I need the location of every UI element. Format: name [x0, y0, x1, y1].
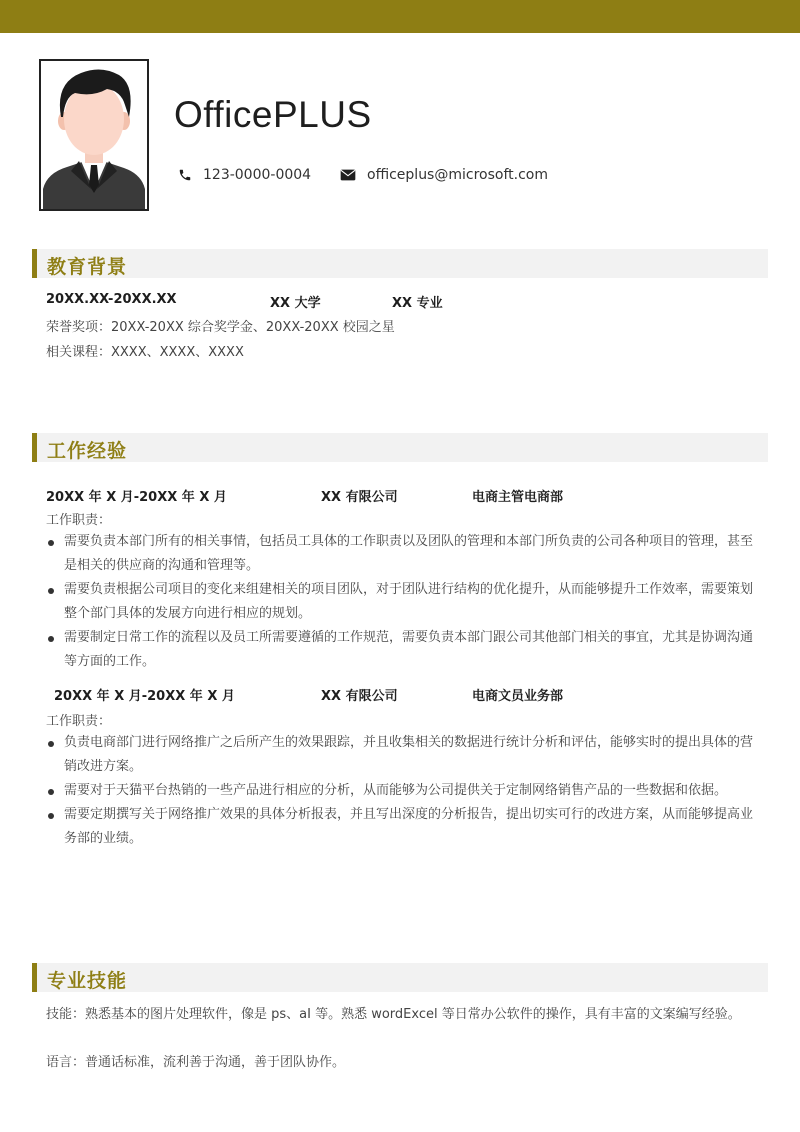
mail-icon — [340, 169, 356, 181]
job-2-position: 电商文员业务部 — [472, 689, 564, 704]
avatar-photo — [39, 59, 149, 211]
phone-contact — [178, 165, 311, 185]
phone-icon — [178, 168, 192, 182]
job-2-duties-list — [46, 731, 762, 851]
phone-number: 123-0000-0004 — [203, 167, 312, 183]
education-honors: 荣誉奖项：20XX-20XX 综合奖学金、20XX-20XX 校园之星 — [46, 320, 395, 335]
job-1-date: 20XX 年 X 月-20XX 年 X 月 — [46, 490, 227, 505]
job-1-company: XX 有限公司 — [321, 490, 398, 505]
skills-section-title: 专业技能 — [47, 970, 128, 992]
list-item: 需要负责根据公司项目的变化来组建相关的项目团队，对于团队进行结构的优化提升，从而能够提升工作效率，需要策划整个部门具体的发展方向进行相应的规划。 — [46, 578, 762, 626]
skills-text: 技能：熟悉基本的图片处理软件，像是 ps、aI 等。熟悉 wordExcel 等日常办公软件的操作，具有丰富的文案编写经验。 — [46, 1007, 741, 1022]
education-section-header — [32, 249, 768, 278]
education-major: XX 专业 — [392, 296, 443, 311]
job-1-position: 电商主管电商部 — [472, 490, 564, 505]
job-1-duties-list — [46, 530, 762, 674]
job-2-duties-label: 工作职责： — [46, 714, 112, 729]
job-2-date: 20XX 年 X 月-20XX 年 X 月 — [54, 689, 235, 704]
experience-section-title: 工作经验 — [47, 440, 128, 462]
candidate-name: OfficePLUS — [174, 94, 372, 135]
job-1-duties-label: 工作职责： — [46, 513, 112, 528]
language-text: 语言：普通话标准，流利善于沟通，善于团队协作。 — [46, 1055, 346, 1070]
list-item: 需要对于天猫平台热销的一些产品进行相应的分析，从而能够为公司提供关于定制网络销售产品的一些数据和依据。 — [46, 779, 762, 803]
education-date: 20XX.XX-20XX.XX — [46, 292, 177, 307]
list-item: 需要制定日常工作的流程以及员工所需要遵循的工作规范，需要负责本部门跟公司其他部门相关的事宜，尤其是协调沟通等方面的工作。 — [46, 626, 762, 674]
email-address: officeplus@microsoft.com — [367, 167, 548, 183]
education-courses: 相关课程：XXXX、XXXX、XXXX — [46, 345, 244, 360]
list-item: 负责电商部门进行网络推广之后所产生的效果跟踪，并且收集相关的数据进行统计分析和评估，能够实时的提出具体的营销改进方案。 — [46, 731, 762, 779]
job-2-company: XX 有限公司 — [321, 689, 398, 704]
list-item: 需要定期撰写关于网络推广效果的具体分析报表，并且写出深度的分析报告，提出切实可行的改进方案，从而能够提高业务部的业绩。 — [46, 803, 762, 851]
top-accent-bar — [0, 0, 800, 33]
experience-section-header — [32, 433, 768, 462]
email-contact — [340, 165, 548, 185]
education-section-title: 教育背景 — [47, 256, 128, 278]
skills-section-header — [32, 963, 768, 992]
list-item: 需要负责本部门所有的相关事情，包括员工具体的工作职责以及团队的管理和本部门所负责的公司各种项目的管理，甚至是相关的供应商的沟通和管理等。 — [46, 530, 762, 578]
education-school: XX 大学 — [270, 296, 321, 311]
